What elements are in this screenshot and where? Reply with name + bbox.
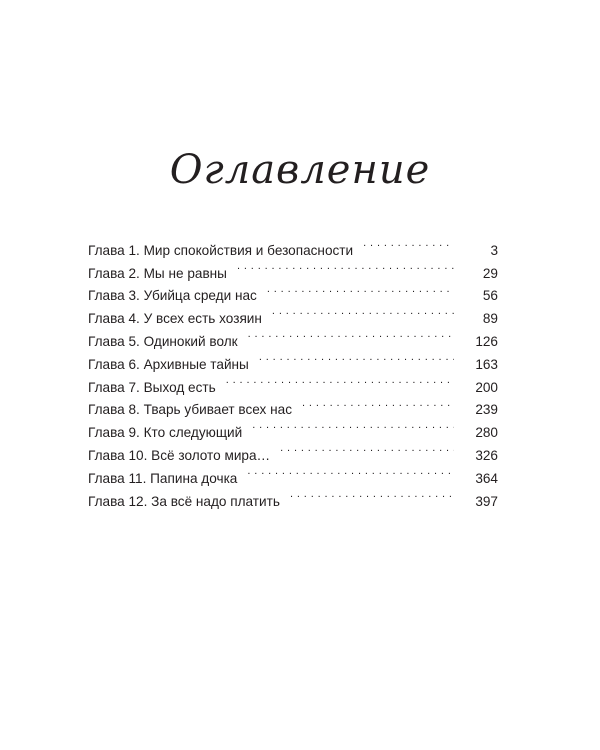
toc-entry-label: Глава 11. Папина дочка	[88, 470, 238, 486]
dot-leader	[280, 437, 454, 460]
toc-entry-page: 56	[482, 288, 498, 304]
table-of-contents	[88, 232, 498, 509]
dot-leader	[248, 323, 454, 346]
toc-entry-label: Глава 5. Одинокий волк	[88, 333, 238, 349]
toc-entry-page: 3	[490, 242, 498, 258]
toc-entry-page: 200	[475, 379, 498, 395]
toc-entry-label: Глава 10. Всё золото мира…	[88, 447, 271, 463]
toc-entry-page: 280	[475, 425, 498, 441]
toc-entry-page: 326	[475, 447, 498, 463]
dot-leader	[226, 369, 454, 392]
toc-entry-page: 89	[482, 311, 498, 327]
toc-entry-label: Глава 4. У всех есть хозяин	[88, 311, 262, 327]
toc-entry-page: 397	[475, 493, 498, 509]
dot-leader	[252, 414, 454, 437]
dot-leader	[363, 232, 454, 255]
toc-entry-page: 364	[475, 470, 498, 486]
toc-entry	[88, 232, 498, 258]
page-title: Оглавление	[169, 147, 431, 193]
toc-entry-page: 126	[475, 333, 498, 349]
toc-entry-label: Глава 7. Выход есть	[88, 379, 216, 395]
dot-leader	[272, 300, 454, 323]
dot-leader	[237, 255, 454, 278]
toc-entry-page: 163	[475, 356, 498, 372]
toc-entry-label: Глава 2. Мы не равны	[88, 265, 227, 281]
toc-entry-label: Глава 12. За всё надо платить	[88, 493, 280, 509]
toc-entry-label: Глава 3. Убийца среди нас	[88, 288, 257, 304]
dot-leader	[290, 483, 454, 506]
dot-leader	[302, 392, 454, 415]
toc-entry-label: Глава 1. Мир спокойствия и безопасности	[88, 242, 354, 258]
toc-entry-label: Глава 9. Кто следующий	[88, 425, 243, 441]
toc-entry-label: Глава 8. Тварь убивает всех нас	[88, 402, 292, 418]
toc-entry-label: Глава 6. Архивные тайны	[88, 356, 249, 372]
dot-leader	[247, 460, 454, 483]
toc-entry-page: 29	[482, 265, 498, 281]
dot-leader	[267, 278, 454, 301]
dot-leader	[259, 346, 454, 369]
toc-entry-page: 239	[475, 402, 498, 418]
